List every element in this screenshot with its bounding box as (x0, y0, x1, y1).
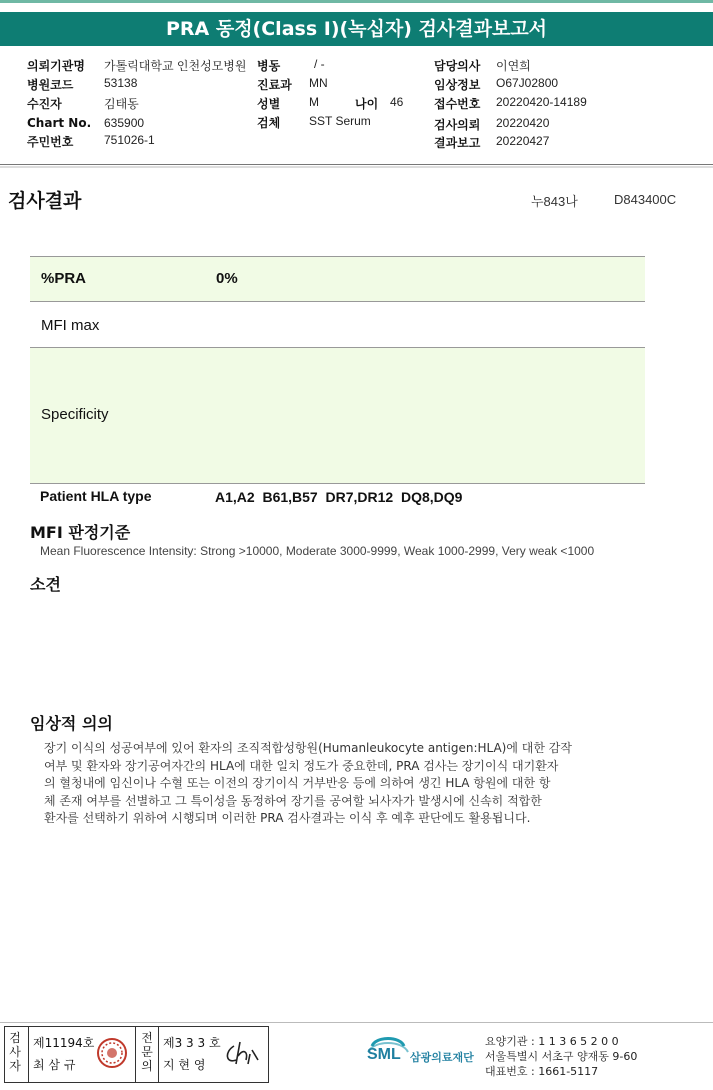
mfi-criteria-text: Mean Fluorescence Intensity: Strong >10000, Moderate 3000-9999, Weak 1000-2999, Very weak <1000 (40, 544, 595, 558)
doctor-label: 담당의사 (434, 59, 481, 73)
org-short: SML (367, 1046, 401, 1063)
mfi-criteria-heading: MFI 판정기준 (30, 523, 131, 542)
clinical-line: 장기 이식의 성공여부에 있어 환자의 조직적합성항원(Humanleukocyte antigen:HLA)에 대한 감작 (44, 741, 572, 755)
examiner-no: 제11194호 (33, 1036, 95, 1050)
clinical-line: 여부 및 환자와 장기공여자간의 HLA에 대한 일치 정도가 중요한데, PRA 검사는 장기이식 대기환자 (44, 758, 559, 773)
clinical-line: 의 혈청내에 임신이나 수혈 또는 이전의 장기이식 거부반응 등에 의하여 생긴 HLA 항원에 대한 항 (44, 776, 551, 790)
pathologist-label: 전문의 (141, 1031, 153, 1073)
ward-value: / - (314, 57, 325, 71)
results-code: D843400C (614, 192, 677, 207)
pathologist-name: 지 현 영 (163, 1058, 206, 1072)
results-code-kr: 누843나 (531, 194, 578, 209)
request-date-label: 검사의뢰 (434, 118, 481, 132)
signature-image (222, 1038, 262, 1072)
opinion-heading: 소견 (30, 575, 61, 594)
report-date-label: 결과보고 (434, 136, 481, 150)
org-name: 삼광의료재단 (410, 1051, 474, 1064)
age-label: 나이 (355, 97, 379, 111)
box-divider (158, 1026, 159, 1082)
results-heading: 검사결과 (8, 190, 82, 212)
examiner-name: 최 삼 규 (33, 1058, 76, 1072)
institution-value: 가톨릭대학교 인천성모병원 (104, 59, 247, 73)
clinical-line: 환자를 선택하기 위하여 시행되며 이러한 PRA 검사결과는 이식 후 예후 판단에도 활용됩니다. (44, 811, 531, 825)
dept-label: 진료과 (257, 78, 292, 92)
clinical-line: 체 존재 여부를 선별하고 그 특이성을 동정하여 장기를 공여할 뇌사자가 발생시에 신속히 적합한 (44, 793, 542, 808)
resident-no-value: 751026-1 (104, 133, 155, 147)
ward-label: 병동 (257, 59, 281, 73)
specificity-label: Specificity (41, 406, 109, 423)
org-info-line: 서울특별시 서초구 양재동 9-60 (485, 1050, 638, 1063)
table-line (30, 301, 645, 302)
request-date-value: 20220420 (496, 116, 550, 130)
header-divider-shadow (0, 166, 713, 168)
org-info-line: 요양기관 : 1 1 3 6 5 2 0 0 (485, 1035, 619, 1048)
resident-no-label: 주민번호 (27, 135, 74, 149)
clinical-significance-body (44, 740, 664, 828)
table-line (30, 483, 645, 484)
sex-value: M (309, 95, 319, 109)
table-row (30, 348, 645, 483)
receipt-no-value: 20220420-14189 (496, 95, 587, 109)
report-date-value: 20220427 (496, 134, 550, 148)
sex-label: 성별 (257, 97, 281, 111)
header-divider (0, 164, 713, 165)
top-accent-line (0, 0, 713, 3)
table-row (30, 257, 645, 301)
pra-value: 0% (216, 270, 238, 287)
org-info (485, 1034, 637, 1079)
mfi-max-label: MFI max (41, 317, 100, 334)
report-title: PRA 동정(Class I)(녹십자) 검사결과보고서 (0, 12, 713, 46)
age-value: 46 (390, 95, 404, 109)
specimen-label: 검체 (257, 116, 281, 130)
doctor-value: 이연희 (496, 59, 531, 73)
box-divider (135, 1026, 136, 1082)
hla-type-label: Patient HLA type (40, 488, 152, 504)
hospital-code-value: 53138 (104, 76, 138, 90)
receipt-no-label: 접수번호 (434, 97, 481, 111)
hospital-code-label: 병원코드 (27, 78, 74, 92)
dept-value: MN (309, 76, 328, 90)
clinical-info-label: 임상정보 (434, 78, 481, 92)
clinical-info-value: O67J02800 (496, 76, 559, 90)
box-divider (28, 1026, 29, 1082)
pathologist-no: 제3 3 3 호 (163, 1036, 221, 1050)
hla-type-value: A1,A2 B61,B57 DR7,DR12 DQ8,DQ9 (215, 489, 463, 505)
patient-label: 수진자 (27, 97, 62, 111)
clinical-significance-heading: 임상적 의의 (30, 714, 113, 733)
examiner-label: 검사자 (9, 1031, 21, 1073)
footer-divider (0, 1022, 713, 1023)
org-info-line: 대표번호 : 1661-5117 (485, 1065, 599, 1078)
chart-no-label: Chart No. (27, 116, 92, 130)
chart-no-value: 635900 (104, 116, 145, 130)
patient-value: 김태동 (104, 97, 139, 111)
pra-label: %PRA (41, 270, 87, 287)
institution-label: 의뢰기관명 (27, 59, 85, 73)
specimen-value: SST Serum (309, 114, 371, 128)
seal-stamp (96, 1037, 128, 1073)
